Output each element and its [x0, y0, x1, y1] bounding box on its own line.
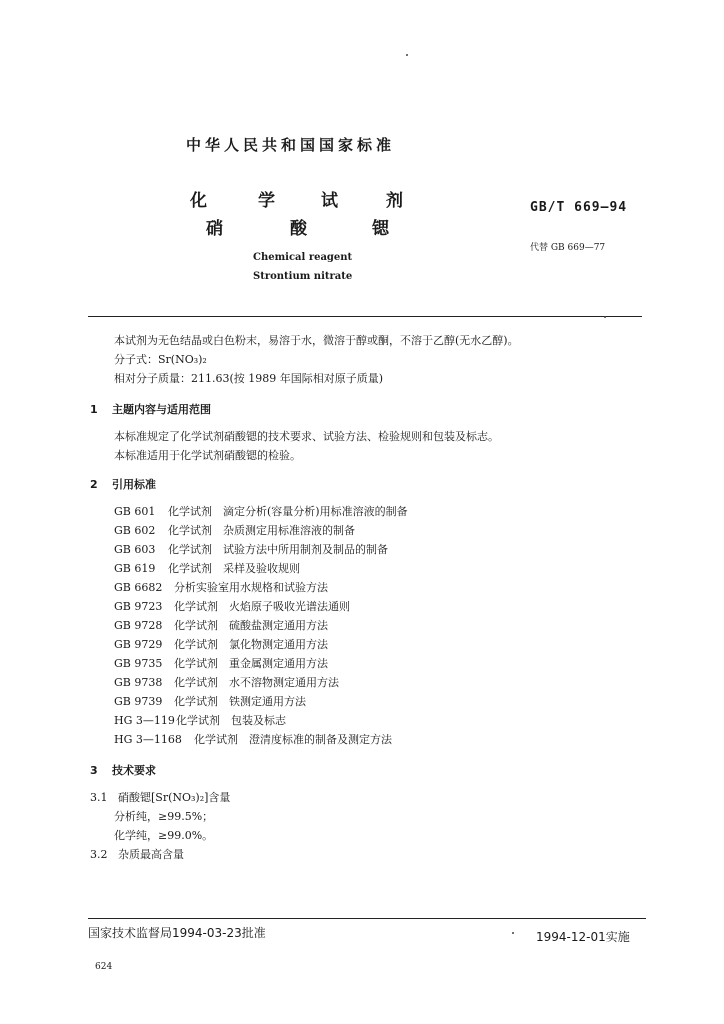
- title-char: 酸: [290, 219, 307, 239]
- list-item: [114, 540, 408, 559]
- standard-number: GB/T 669—94: [530, 200, 628, 215]
- header-rule: [88, 316, 642, 317]
- ref-title: 化学试剂 试验方法中所用制剂及制品的制备: [168, 543, 388, 556]
- assay-chemical-grade: 化学纯，≥99.0%。: [114, 829, 214, 842]
- ref-code: GB 9739: [114, 695, 163, 708]
- ref-code: GB 602: [114, 524, 156, 537]
- subsection-number: 3.1: [90, 791, 108, 804]
- ref-title: 化学试剂 包装及标志: [176, 714, 286, 727]
- subsection-3-2: [90, 845, 184, 864]
- subsection-3-1: [90, 788, 230, 807]
- section-title: 技术要求: [112, 764, 156, 777]
- list-item: [114, 711, 408, 730]
- list-item: [114, 730, 408, 749]
- list-item: [114, 616, 408, 635]
- title-char: 锶: [372, 219, 389, 239]
- subsection-title: 硝酸锶[Sr(NO₃)₂]含量: [118, 791, 231, 804]
- list-item: [114, 502, 408, 521]
- ref-title: 化学试剂 硫酸盐测定通用方法: [174, 619, 328, 632]
- title-char: 学: [258, 191, 275, 211]
- ref-code: GB 9729: [114, 638, 163, 651]
- english-title: Strontium nitrate: [253, 271, 353, 282]
- title-char: 剂: [386, 191, 403, 211]
- ref-title: 化学试剂 澄清度标准的制备及测定方法: [194, 733, 392, 746]
- ref-code: GB 601: [114, 505, 156, 518]
- ref-title: 化学试剂 重金属测定通用方法: [174, 657, 328, 670]
- list-item: [114, 559, 408, 578]
- national-standard-heading: 中华人民共和国国家标准: [186, 136, 396, 154]
- implementation-date: 1994-12-01实施: [536, 930, 630, 944]
- ref-code: GB 6682: [114, 581, 163, 594]
- section-1-paragraph: 本标准规定了化学试剂硝酸锶的技术要求、试验方法、检验规则和包装及标志。: [114, 430, 499, 443]
- ref-title: 化学试剂 采样及验收规则: [168, 562, 300, 575]
- scan-speck: [512, 932, 514, 934]
- molecular-mass: 相对分子质量：211.63(按 1989 年国际相对原子质量): [114, 372, 384, 385]
- ref-title: 化学试剂 铁测定通用方法: [174, 695, 306, 708]
- section-number: 2: [90, 478, 98, 491]
- english-title: Chemical reagent: [253, 252, 353, 263]
- replaces-note: 代替 GB 669—77: [530, 243, 606, 253]
- reference-list: [114, 502, 408, 749]
- list-item: [114, 673, 408, 692]
- title-char: 化: [190, 191, 207, 211]
- intro-description: 本试剂为无色结晶或白色粉末，易溶于水，微溶于醇或酮，不溶于乙醇(无水乙醇)。: [114, 334, 519, 347]
- title-char: 试: [321, 191, 338, 211]
- ref-code: GB 619: [114, 562, 156, 575]
- subsection-number: 3.2: [90, 848, 108, 861]
- title-char: 硝: [206, 219, 223, 239]
- section-1-heading: [90, 401, 211, 417]
- list-item: [114, 635, 408, 654]
- list-item: [114, 597, 408, 616]
- ref-code: HG 3—119: [114, 714, 175, 727]
- section-number: 3: [90, 764, 98, 777]
- scan-speck: [406, 54, 408, 56]
- section-title: 主题内容与适用范围: [112, 403, 211, 416]
- ref-code: GB 9728: [114, 619, 163, 632]
- ref-code: GB 603: [114, 543, 156, 556]
- footer-rule: [88, 918, 646, 919]
- section-number: 1: [90, 403, 98, 416]
- molecular-formula: 分子式：Sr(NO₃)₂: [114, 353, 207, 366]
- ref-title: 化学试剂 火焰原子吸收光谱法通则: [174, 600, 350, 613]
- section-1-paragraph: 本标准适用于化学试剂硝酸锶的检验。: [114, 449, 301, 462]
- assay-analytical-grade: 分析纯，≥99.5%；: [114, 810, 214, 823]
- ref-title: 化学试剂 水不溶物测定通用方法: [174, 676, 339, 689]
- ref-title: 化学试剂 杂质测定用标准溶液的制备: [168, 524, 355, 537]
- ref-title: 化学试剂 滴定分析(容量分析)用标准溶液的制备: [168, 505, 408, 518]
- ref-code: GB 9723: [114, 600, 163, 613]
- section-title: 引用标准: [112, 478, 156, 491]
- page-number: 624: [95, 962, 113, 972]
- subsection-title: 杂质最高含量: [118, 848, 184, 861]
- list-item: [114, 692, 408, 711]
- list-item: [114, 578, 408, 597]
- ref-title: 化学试剂 氯化物测定通用方法: [174, 638, 328, 651]
- ref-code: GB 9738: [114, 676, 163, 689]
- ref-code: HG 3—1168: [114, 733, 182, 746]
- section-2-heading: [90, 476, 156, 492]
- list-item: [114, 521, 408, 540]
- ref-title: 分析实验室用水规格和试验方法: [174, 581, 328, 594]
- scan-speck: [604, 316, 606, 318]
- list-item: [114, 654, 408, 673]
- ref-code: GB 9735: [114, 657, 163, 670]
- approval-date: 国家技术监督局1994-03-23批准: [88, 926, 266, 940]
- section-3-heading: [90, 762, 156, 778]
